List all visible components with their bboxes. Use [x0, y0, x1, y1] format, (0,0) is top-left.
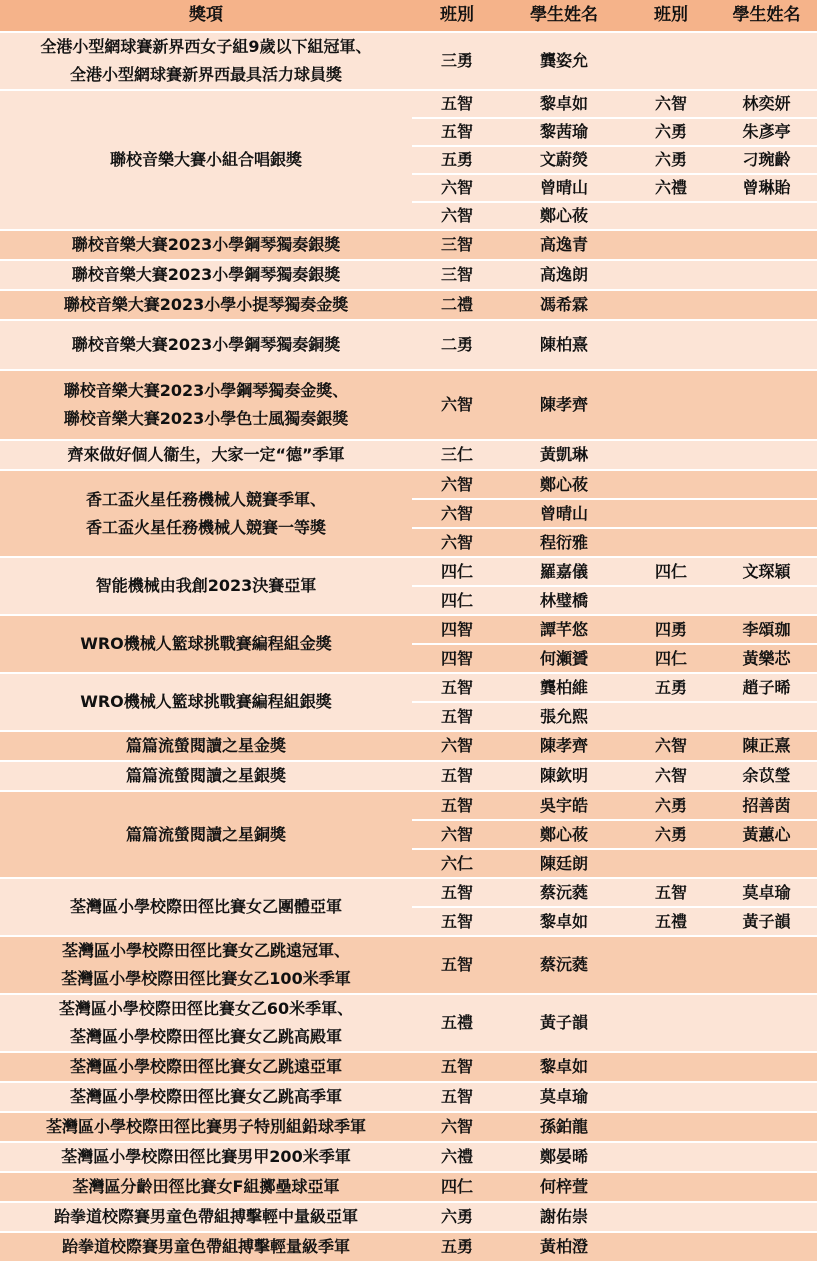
award-name-line: 篇篇流螢閱讀之星銅獎 [125, 824, 286, 844]
student-name-cell: 高逸青 [502, 231, 626, 259]
class-cell: 五勇 [412, 1233, 502, 1261]
award-group [0, 792, 817, 877]
class-cell: 五智 [412, 674, 502, 701]
award-name-line: 荃灣區小學校際田徑比賽女乙團體亞軍 [69, 897, 342, 916]
student-name-cell: 鄭心莜 [502, 203, 626, 229]
award-group [0, 995, 817, 1051]
class-cell [626, 1203, 716, 1231]
award-name-line: 跆拳道校際賽男童色帶組搏擊輕量級季軍 [61, 1237, 350, 1256]
class-cell: 三智 [412, 231, 502, 259]
table-row [0, 879, 817, 906]
student-name-cell: 陳柏熹 [502, 321, 626, 369]
student-name-cell: 鄭心莜 [502, 471, 626, 498]
student-name-cell [716, 529, 817, 556]
table-row [0, 471, 817, 498]
class-cell: 五智 [412, 792, 502, 819]
award-group [0, 616, 817, 672]
award-name [0, 261, 412, 289]
award-name-line: WRO機械人籃球挑戰賽編程組銀獎 [80, 692, 332, 711]
table-header [0, 0, 817, 31]
award-name [0, 1233, 412, 1261]
award-name [0, 879, 412, 935]
award-group [0, 1083, 817, 1111]
award-name-line: 荃灣區小學校際田徑比賽男甲200米季軍 [61, 1147, 351, 1166]
class-cell [626, 1113, 716, 1141]
award-name [0, 1143, 412, 1171]
student-name-cell [716, 1233, 817, 1261]
award-name [0, 732, 412, 760]
award-group [0, 371, 817, 439]
class-cell: 六勇 [412, 1203, 502, 1231]
class-cell [626, 321, 716, 369]
class-cell: 四仁 [412, 587, 502, 614]
award-name [0, 616, 412, 672]
class-cell [626, 1143, 716, 1171]
student-name-cell: 何梓萱 [502, 1173, 626, 1201]
award-name-line: 智能機械由我創2023決賽亞軍 [95, 576, 317, 595]
student-name-cell [716, 1113, 817, 1141]
award-name-line: 聯校音樂大賽2023小學色士風獨奏銀獎 [63, 409, 349, 428]
award-group [0, 558, 817, 614]
award-name-line: WRO機械人籃球挑戰賽編程組金獎 [80, 634, 332, 653]
award-name [0, 91, 412, 229]
class-cell [626, 587, 716, 614]
award-group [0, 91, 817, 229]
class-cell [626, 1053, 716, 1081]
class-cell: 三智 [412, 261, 502, 289]
award-name [0, 471, 412, 556]
award-name [0, 674, 412, 730]
student-name-cell [716, 1143, 817, 1171]
class-cell: 六智 [412, 175, 502, 201]
table-row [0, 1173, 817, 1201]
award-name-line: 篇篇流螢閱讀之星金獎 [125, 736, 286, 755]
class-cell [626, 231, 716, 259]
class-cell: 六智 [412, 471, 502, 498]
award-name-line: 聯校音樂大賽2023小學鋼琴獨奏金獎、 [63, 381, 349, 400]
student-name-cell: 陳廷朗 [502, 850, 626, 877]
award-name-line: 荃灣區小學校際田徑比賽女乙跳遠冠軍、 [61, 941, 350, 960]
table-row [0, 1053, 817, 1081]
class-cell: 五智 [412, 119, 502, 145]
table-row [0, 762, 817, 790]
student-name-cell [716, 937, 817, 993]
class-cell: 四勇 [626, 616, 716, 643]
class-cell: 六仁 [412, 850, 502, 877]
student-name-cell: 蔡沅蕤 [502, 879, 626, 906]
award-group [0, 321, 817, 369]
student-name-cell: 高逸朗 [502, 261, 626, 289]
class-cell: 四仁 [412, 1173, 502, 1201]
class-cell: 四智 [412, 616, 502, 643]
class-cell: 二禮 [412, 291, 502, 319]
student-name-cell [716, 441, 817, 469]
student-name-cell: 黃子韻 [716, 908, 817, 935]
class-cell [626, 471, 716, 498]
student-name-cell: 黃子韻 [502, 995, 626, 1051]
student-name-cell: 莫卓瑜 [716, 879, 817, 906]
award-name [0, 33, 412, 89]
class-cell: 六勇 [626, 821, 716, 848]
student-name-cell: 曾琳貽 [716, 175, 817, 201]
award-name-line: 全港小型網球賽新界西女子組9歲以下組冠軍、 [40, 37, 372, 56]
award-group [0, 732, 817, 760]
award-name [0, 1053, 412, 1081]
student-name-cell [716, 1083, 817, 1111]
student-name-cell [716, 203, 817, 229]
class-cell: 六智 [412, 203, 502, 229]
award-group [0, 1203, 817, 1231]
class-cell: 三仁 [412, 441, 502, 469]
class-cell: 五智 [626, 879, 716, 906]
header-class-2: 班別 [626, 0, 716, 31]
class-cell: 五禮 [626, 908, 716, 935]
award-group [0, 674, 817, 730]
award-name-line: 跆拳道校際賽男童色帶組搏擊輕中量級亞軍 [53, 1207, 358, 1226]
student-name-cell: 曾晴山 [502, 175, 626, 201]
class-cell: 六智 [626, 732, 716, 760]
student-name-cell: 李頌珈 [716, 616, 817, 643]
award-name [0, 1113, 412, 1141]
award-name-line: 荃灣區小學校際田徑比賽男子特別組鉛球季軍 [45, 1117, 366, 1136]
class-cell: 四仁 [412, 558, 502, 585]
class-cell [626, 995, 716, 1051]
class-cell [626, 1083, 716, 1111]
class-cell: 六智 [412, 821, 502, 848]
table-row [0, 441, 817, 469]
class-cell: 六禮 [412, 1143, 502, 1171]
award-group [0, 231, 817, 259]
student-name-cell: 蔡沅蕤 [502, 937, 626, 993]
student-name-cell: 黎卓如 [502, 91, 626, 117]
award-name-line: 荃灣區分齡田徑比賽女F組擲壘球亞軍 [72, 1177, 340, 1196]
award-name-line: 荃灣區小學校際田徑比賽女乙跳遠亞軍 [69, 1057, 342, 1076]
student-name-cell: 張允熙 [502, 703, 626, 730]
class-cell: 六智 [412, 371, 502, 439]
student-name-cell [716, 1053, 817, 1081]
class-cell [626, 500, 716, 527]
award-name-line: 香工盃火星任務機械人競賽季軍、 [85, 489, 326, 509]
student-name-cell: 黃柏澄 [502, 1233, 626, 1261]
award-name-line: 荃灣區小學校際田徑比賽女乙100米季軍 [61, 969, 351, 988]
class-cell: 五智 [412, 937, 502, 993]
award-name-line: 荃灣區小學校際田徑比賽女乙跳高殿軍 [69, 1027, 342, 1046]
class-cell: 六勇 [626, 792, 716, 819]
award-group [0, 879, 817, 935]
student-name-cell: 刁琬齡 [716, 147, 817, 173]
award-group [0, 1173, 817, 1201]
class-cell: 六智 [412, 1113, 502, 1141]
student-name-cell [716, 471, 817, 498]
award-name [0, 558, 412, 614]
student-name-cell [716, 291, 817, 319]
class-cell: 六勇 [626, 119, 716, 145]
student-name-cell [716, 261, 817, 289]
table-row [0, 1203, 817, 1231]
student-name-cell: 何瀬贇 [502, 645, 626, 672]
award-name-line: 齊來做好個人衞生，大家一定“德”季軍 [67, 445, 345, 464]
class-cell: 三勇 [412, 33, 502, 89]
table-row [0, 371, 817, 439]
award-name [0, 1173, 412, 1201]
award-name-line: 聯校音樂大賽2023小學鋼琴獨奏銀獎 [71, 265, 341, 284]
student-name-cell: 黃凱琳 [502, 441, 626, 469]
award-group [0, 1053, 817, 1081]
table-row [0, 321, 817, 369]
award-name-line: 香工盃火星任務機械人競賽一等獎 [85, 517, 326, 537]
student-name-cell: 陳正熹 [716, 732, 817, 760]
award-name [0, 441, 412, 469]
table-row [0, 732, 817, 760]
student-name-cell [716, 850, 817, 877]
table-row [0, 558, 817, 585]
student-name-cell: 龔柏維 [502, 674, 626, 701]
award-name-line: 荃灣區小學校際田徑比賽女乙跳高季軍 [69, 1087, 342, 1106]
class-cell: 五智 [412, 703, 502, 730]
award-group [0, 1113, 817, 1141]
student-name-cell [716, 231, 817, 259]
student-name-cell: 朱彥亭 [716, 119, 817, 145]
award-name-line: 篇篇流螢閱讀之星銀獎 [125, 766, 286, 785]
student-name-cell [716, 1173, 817, 1201]
award-name-line: 聯校音樂大賽2023小學鋼琴獨奏銀獎 [71, 235, 341, 254]
class-cell [626, 203, 716, 229]
class-cell: 六智 [412, 500, 502, 527]
student-name-cell: 鄭晏晞 [502, 1143, 626, 1171]
table-row [0, 1143, 817, 1171]
table-row [0, 995, 817, 1051]
student-name-cell: 譚芊悠 [502, 616, 626, 643]
class-cell: 五智 [412, 91, 502, 117]
student-name-cell: 龔姿允 [502, 33, 626, 89]
class-cell: 五勇 [626, 674, 716, 701]
award-name-line: 聯校音樂大賽小組合唱銀獎 [109, 150, 302, 169]
student-name-cell [716, 321, 817, 369]
header-award: 獎項 [0, 0, 412, 31]
award-name [0, 937, 412, 993]
student-name-cell: 鄭心莜 [502, 821, 626, 848]
student-name-cell: 莫卓瑜 [502, 1083, 626, 1111]
class-cell: 四智 [412, 645, 502, 672]
award-name [0, 1203, 412, 1231]
student-name-cell: 黃蕙心 [716, 821, 817, 848]
award-group [0, 291, 817, 319]
table-row [0, 937, 817, 993]
class-cell [626, 850, 716, 877]
class-cell: 五智 [412, 1053, 502, 1081]
class-cell [626, 937, 716, 993]
class-cell: 四仁 [626, 645, 716, 672]
student-name-cell: 黎卓如 [502, 908, 626, 935]
award-name-line: 荃灣區小學校際田徑比賽女乙60米季軍、 [58, 999, 354, 1018]
award-group [0, 937, 817, 993]
class-cell [626, 291, 716, 319]
class-cell: 六勇 [626, 147, 716, 173]
class-cell: 六禮 [626, 175, 716, 201]
class-cell: 六智 [412, 529, 502, 556]
student-name-cell: 孫鉑龍 [502, 1113, 626, 1141]
student-name-cell: 文蔚熒 [502, 147, 626, 173]
class-cell: 五勇 [412, 147, 502, 173]
table-row [0, 616, 817, 643]
student-name-cell: 陳孝齊 [502, 732, 626, 760]
table-row [0, 91, 817, 117]
class-cell: 六智 [412, 732, 502, 760]
table-row [0, 291, 817, 319]
award-name [0, 291, 412, 319]
class-cell: 五智 [412, 762, 502, 790]
student-name-cell: 羅嘉儀 [502, 558, 626, 585]
student-name-cell: 林奕妍 [716, 91, 817, 117]
student-name-cell: 文琛穎 [716, 558, 817, 585]
student-name-cell: 陳欽明 [502, 762, 626, 790]
student-name-cell [716, 371, 817, 439]
header-class-1: 班別 [412, 0, 502, 31]
class-cell [626, 1233, 716, 1261]
student-name-cell [716, 587, 817, 614]
student-name-cell: 陳孝齊 [502, 371, 626, 439]
student-name-cell: 黃樂芯 [716, 645, 817, 672]
student-name-cell [716, 995, 817, 1051]
award-group [0, 33, 817, 89]
class-cell [626, 703, 716, 730]
award-group [0, 261, 817, 289]
student-name-cell: 余苡瑩 [716, 762, 817, 790]
award-group [0, 441, 817, 469]
student-name-cell: 謝佑崇 [502, 1203, 626, 1231]
award-name-line: 聯校音樂大賽2023小學鋼琴獨奏銅獎 [71, 335, 341, 354]
header-student-name-2: 學生姓名 [716, 0, 817, 31]
award-name [0, 1083, 412, 1111]
table-row [0, 261, 817, 289]
class-cell: 五智 [412, 879, 502, 906]
table-row [0, 792, 817, 819]
award-name [0, 231, 412, 259]
table-row [0, 231, 817, 259]
award-name [0, 762, 412, 790]
table-row [0, 1113, 817, 1141]
student-name-cell: 黎卓如 [502, 1053, 626, 1081]
table-row [0, 1233, 817, 1261]
class-cell: 六智 [626, 762, 716, 790]
table-row [0, 1083, 817, 1111]
class-cell [626, 529, 716, 556]
award-name [0, 792, 412, 877]
award-group [0, 1233, 817, 1261]
award-name [0, 371, 412, 439]
class-cell: 六智 [626, 91, 716, 117]
class-cell: 五禮 [412, 995, 502, 1051]
award-name-line: 聯校音樂大賽2023小學小提琴獨奏金獎 [63, 295, 349, 314]
table-row [0, 33, 817, 89]
student-name-cell: 招善茵 [716, 792, 817, 819]
student-name-cell: 林璧橋 [502, 587, 626, 614]
student-name-cell: 趙子晞 [716, 674, 817, 701]
class-cell [626, 261, 716, 289]
class-cell [626, 33, 716, 89]
class-cell: 二勇 [412, 321, 502, 369]
header-student-name-1: 學生姓名 [502, 0, 626, 31]
student-name-cell [716, 703, 817, 730]
award-name [0, 321, 412, 369]
student-name-cell: 曾晴山 [502, 500, 626, 527]
student-name-cell: 黎茜瑜 [502, 119, 626, 145]
award-group [0, 1143, 817, 1171]
student-name-cell [716, 1203, 817, 1231]
class-cell [626, 441, 716, 469]
class-cell: 四仁 [626, 558, 716, 585]
student-name-cell [716, 33, 817, 89]
class-cell [626, 371, 716, 439]
student-name-cell: 程衍雅 [502, 529, 626, 556]
class-cell: 五智 [412, 1083, 502, 1111]
table-row [0, 674, 817, 701]
class-cell: 五智 [412, 908, 502, 935]
award-group [0, 762, 817, 790]
student-name-cell: 吳宇皓 [502, 792, 626, 819]
award-group [0, 471, 817, 556]
student-name-cell [716, 500, 817, 527]
award-name [0, 995, 412, 1051]
class-cell [626, 1173, 716, 1201]
student-name-cell: 馮希霖 [502, 291, 626, 319]
award-name-line: 全港小型網球賽新界西最具活力球員獎 [69, 65, 342, 84]
